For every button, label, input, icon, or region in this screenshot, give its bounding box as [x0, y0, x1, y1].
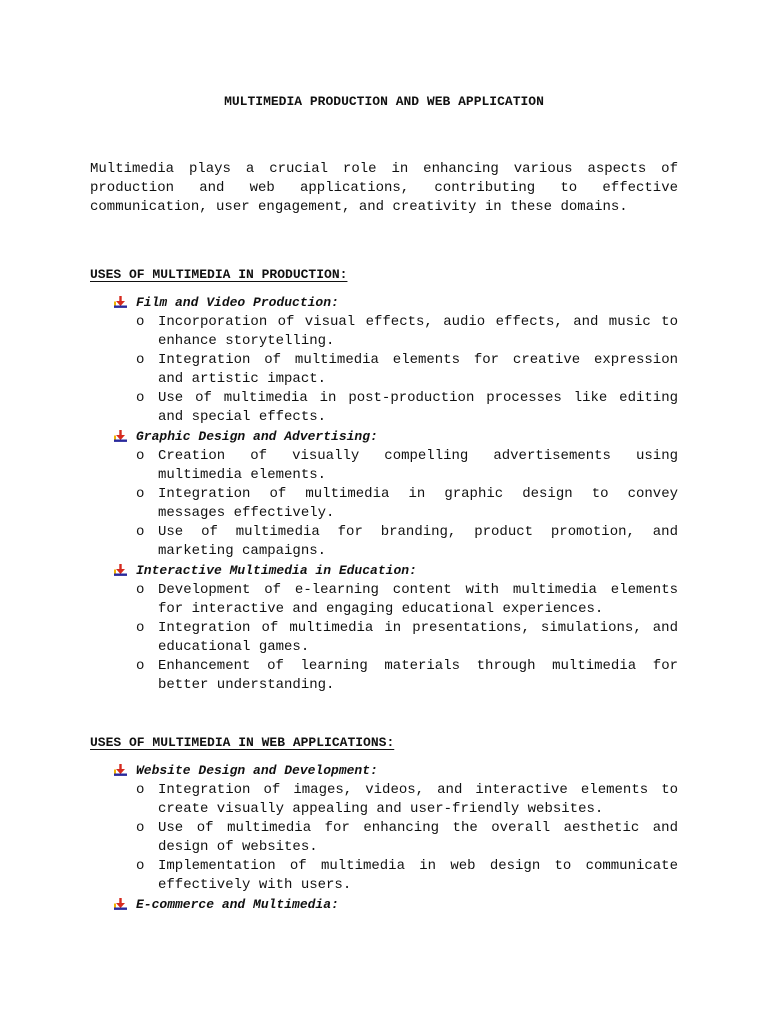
circle-bullet-icon: o	[136, 782, 145, 798]
topic-title: Website Design and Development:	[136, 763, 378, 778]
point-item	[136, 581, 678, 619]
point-item	[136, 819, 678, 857]
circle-bullet-icon: o	[136, 448, 145, 464]
circle-bullet-icon: o	[136, 820, 145, 836]
point-item	[136, 781, 678, 819]
point-list	[136, 581, 678, 695]
circle-bullet-icon: o	[136, 390, 145, 406]
point-text: Implementation of multimedia in web design to communicate effectively with users.	[158, 858, 678, 893]
point-list	[136, 313, 678, 427]
topic-item	[90, 427, 678, 561]
circle-bullet-icon: o	[136, 658, 145, 674]
arrow-bullet-icon	[114, 764, 127, 777]
topic-item	[90, 293, 678, 427]
circle-bullet-icon: o	[136, 352, 145, 368]
point-list	[136, 781, 678, 895]
point-text: Development of e-learning content with multimedia elements for interactive and engaging educational experiences.	[158, 582, 678, 617]
point-item	[136, 447, 678, 485]
point-item	[136, 523, 678, 561]
point-item	[136, 857, 678, 895]
topic-title: Interactive Multimedia in Education:	[136, 563, 417, 578]
point-text: Incorporation of visual effects, audio effects, and music to enhance storytelling.	[158, 314, 678, 349]
point-text: Integration of images, videos, and interactive elements to create visually appealing and user-friendly websites.	[158, 782, 678, 817]
point-text: Creation of visually compelling advertisements using multimedia elements.	[158, 448, 678, 483]
topic-heading	[136, 895, 678, 915]
circle-bullet-icon: o	[136, 582, 145, 598]
intro-paragraph: Multimedia plays a crucial role in enhancing various aspects of production and web applications, contributing to effective communication, user engagement, and creativity in these domains.	[90, 161, 678, 215]
document-title: MULTIMEDIA PRODUCTION AND WEB APPLICATION	[224, 94, 544, 109]
arrow-bullet-icon	[114, 430, 127, 443]
point-text: Enhancement of learning materials through multimedia for better understanding.	[158, 658, 678, 693]
section-production	[90, 265, 678, 695]
circle-bullet-icon: o	[136, 620, 145, 636]
section-heading: USES OF MULTIMEDIA IN PRODUCTION:	[90, 267, 348, 282]
section-web-applications	[90, 733, 678, 915]
point-text: Use of multimedia for enhancing the overall aesthetic and design of websites.	[158, 820, 678, 855]
topic-title: Film and Video Production:	[136, 295, 339, 310]
point-list	[136, 447, 678, 561]
circle-bullet-icon: o	[136, 486, 145, 502]
topic-item	[90, 895, 678, 915]
point-text: Integration of multimedia elements for creative expression and artistic impact.	[158, 352, 678, 387]
topic-heading	[136, 761, 678, 781]
topic-title: Graphic Design and Advertising:	[136, 429, 378, 444]
topic-heading	[136, 293, 678, 313]
arrow-bullet-icon	[114, 296, 127, 309]
circle-bullet-icon: o	[136, 314, 145, 330]
circle-bullet-icon: o	[136, 524, 145, 540]
topic-list	[90, 761, 678, 915]
arrow-bullet-icon	[114, 564, 127, 577]
point-text: Integration of multimedia in graphic design to convey messages effectively.	[158, 486, 678, 521]
topic-title: E-commerce and Multimedia:	[136, 897, 339, 912]
point-item	[136, 619, 678, 657]
circle-bullet-icon: o	[136, 858, 145, 874]
point-item	[136, 313, 678, 351]
point-item	[136, 389, 678, 427]
point-text: Integration of multimedia in presentations, simulations, and educational games.	[158, 620, 678, 655]
document-page	[90, 92, 678, 915]
point-item	[136, 657, 678, 695]
topic-item	[90, 561, 678, 695]
topic-item	[90, 761, 678, 895]
topic-list	[90, 293, 678, 695]
topic-heading	[136, 427, 678, 447]
point-item	[136, 485, 678, 523]
point-text: Use of multimedia in post-production processes like editing and special effects.	[158, 390, 678, 425]
point-text: Use of multimedia for branding, product promotion, and marketing campaigns.	[158, 524, 678, 559]
point-item	[136, 351, 678, 389]
section-heading: USES OF MULTIMEDIA IN WEB APPLICATIONS:	[90, 735, 395, 750]
topic-heading	[136, 561, 678, 581]
arrow-bullet-icon	[114, 898, 127, 911]
